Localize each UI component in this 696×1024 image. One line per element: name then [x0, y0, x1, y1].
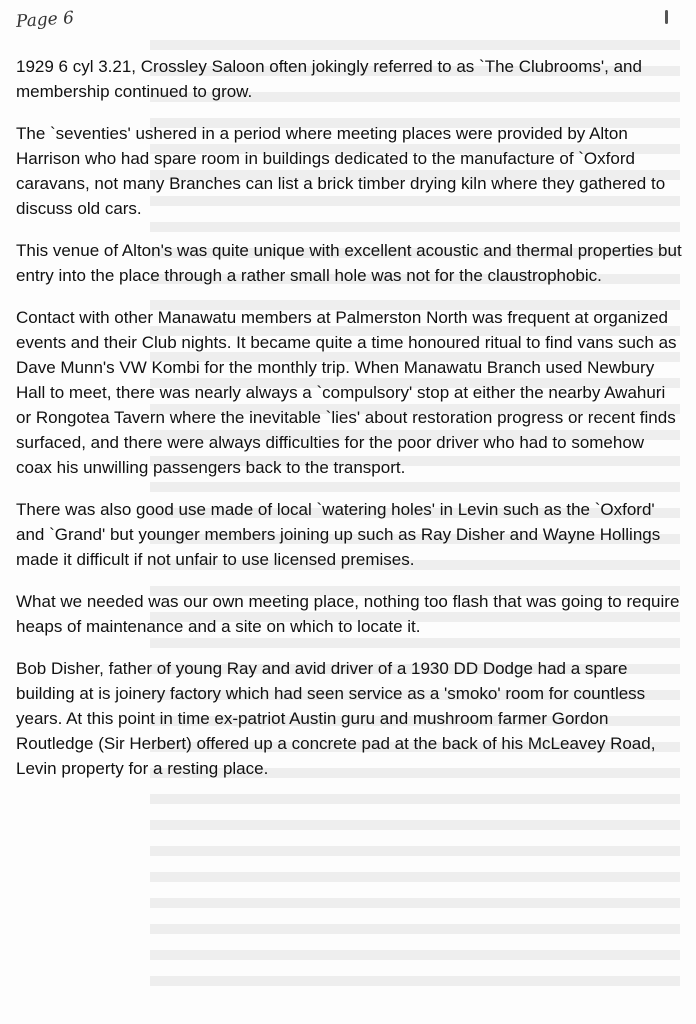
- paragraph: Bob Disher, father of young Ray and avid driver of a 1930 DD Dodge had a spare building at is joinery factory which had seen service as a 'smoko' room for countless years. At this point in time ex-patriot Austin guru and mushroom farmer Gordon Routledge (Sir Herbert) offered up a concrete pad at the back of his McLeavey Road, Levin property for a resting place.: [16, 659, 656, 778]
- document-body: [16, 54, 682, 798]
- paragraph: The `seventies' ushered in a period where meeting places were provided by Alton Harrison who had spare room in buildings dedicated to the manufacture of `Oxford caravans, not many Branches can list a brick timber drying kiln where they gathered to discuss old cars.: [16, 124, 666, 218]
- page-number-label: Page 6: [15, 8, 75, 32]
- paragraph: 1929 6 cyl 3.21, Crossley Saloon often jokingly referred to as `The Clubrooms', and membership continued to grow.: [16, 57, 642, 101]
- paragraph: This venue of Alton's was quite unique with excellent acoustic and thermal properties but entry into the place through a rather small hole was not for the claustrophobic.: [16, 241, 682, 285]
- paragraph: There was also good use made of local `watering holes' in Levin such as the `Oxford' and `Grand' but younger members joining up such as Ray Disher and Wayne Hollings made it difficult if not unfair to use licensed premises.: [16, 500, 661, 569]
- paragraph: Contact with other Manawatu members at Palmerston North was frequent at organized events and their Club nights. It became quite a time honoured ritual to find vans such as Dave Munn's VW Kombi for the monthly trip. When Manawatu Branch used Newbury Hall to meet, there was nearly always a `compulsory' stop at either the nearby Awahuri or Rongotea Tavern where the inevitable `lies' about restoration progress or recent finds surfaced, and there were always difficulties for the poor driver who had to somehow coax his unwilling passengers back to the transport.: [16, 308, 677, 477]
- edge-mark: [665, 10, 668, 24]
- paragraph: What we needed was our own meeting place, nothing too flash that was going to require heaps of maintenance and a site on which to locate it.: [16, 592, 680, 636]
